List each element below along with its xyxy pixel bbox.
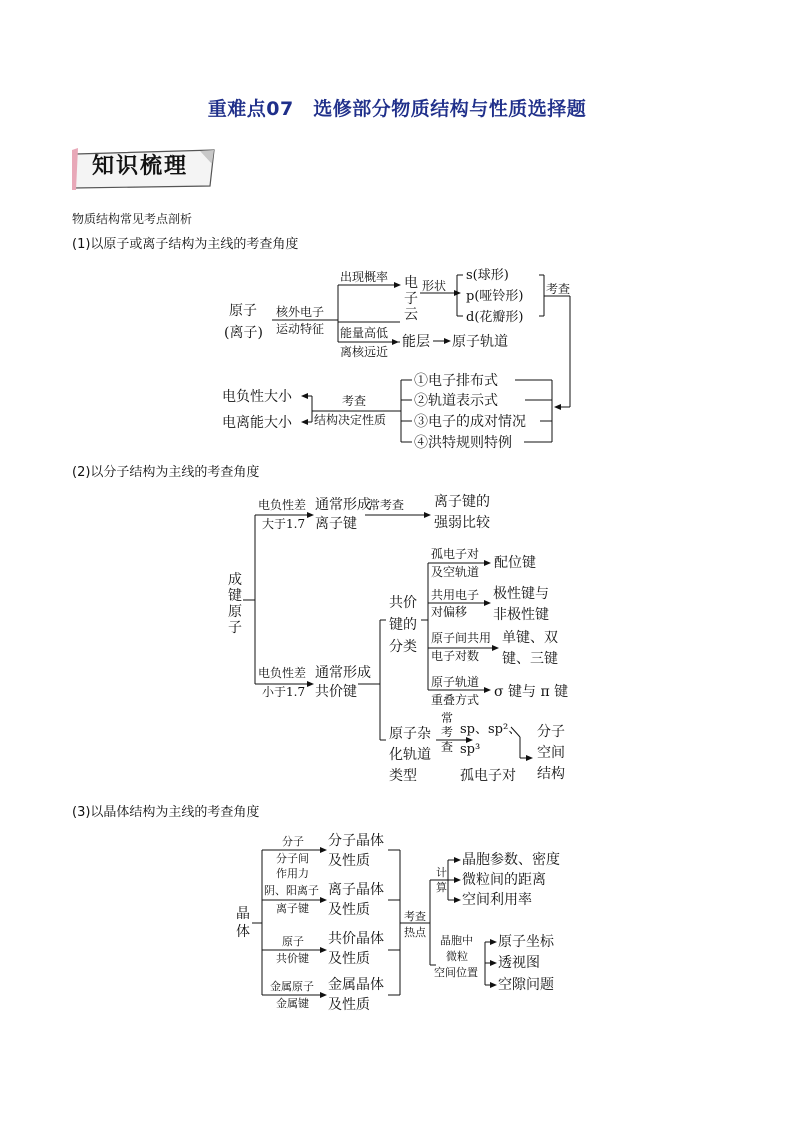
bond-char-2: 键 (228, 588, 242, 604)
section-1-heading: (1)以原子或离子结构为主线的考查角度 (72, 237, 299, 252)
often-v-3: 查 (441, 740, 454, 754)
structure-label: 结构决定性质 (314, 413, 387, 427)
ions-label: 阴、阳离子 (264, 884, 319, 897)
distance-label: 离核远近 (340, 345, 389, 359)
ionic-form-2: 离子键 (315, 516, 357, 532)
crystal-char-1: 晶 (236, 906, 250, 922)
item-3: ③电子的成对情况 (414, 414, 526, 430)
cell-pos-1: 晶胞中 (440, 934, 473, 947)
mol-struct-1: 分子 (537, 724, 565, 740)
shared-2: 对偏移 (431, 605, 468, 619)
polar-1: 极性键与 (493, 586, 549, 602)
hot-1: 考查 (404, 910, 426, 923)
molecular-crystal: 分子晶体 (328, 833, 384, 849)
hybrid-3: 类型 (389, 768, 417, 784)
intermol-1: 分子间 (276, 852, 309, 865)
en-diff-large: 电负性差 (258, 498, 307, 512)
space-usage: 空间利用率 (462, 892, 532, 908)
void-problem: 空隙问题 (498, 977, 554, 993)
greater-than: 大于1.7 (262, 517, 306, 531)
ion-label: (离子) (224, 325, 263, 341)
mol-struct-3: 结构 (537, 766, 565, 782)
calc-char-2: 算 (436, 881, 447, 894)
cov-class-2: 键的 (389, 617, 417, 633)
often-exam: 常考查 (368, 498, 405, 512)
ionic-strength-1: 离子键的 (434, 494, 490, 510)
less-than: 小于1.7 (262, 685, 306, 699)
orbital-label: 原子轨道 (452, 334, 508, 350)
shape-label: 形状 (422, 279, 447, 293)
multiplicity-1: 单键、双 (502, 630, 558, 646)
bond-char-3: 原 (228, 604, 242, 620)
intro-text: 物质结构常见考点剖析 (72, 212, 193, 226)
sp-hybrids: sp、sp²、 (460, 722, 522, 737)
cloud-char-1: 电 (404, 275, 418, 291)
often-v-1: 常 (441, 711, 454, 725)
crystal-char-2: 体 (236, 924, 250, 940)
often-v-2: 考 (441, 725, 454, 739)
multiplicity-2: 键、三键 (502, 651, 558, 667)
item-2: ②轨道表示式 (414, 393, 498, 409)
molecular-props: 及性质 (328, 853, 370, 869)
cov-form-1: 通常形成 (315, 665, 371, 681)
atom-label: 原子 (229, 303, 257, 319)
metallic-props: 及性质 (328, 997, 370, 1013)
section-2-heading: (2)以分子结构为主线的考查角度 (72, 465, 260, 480)
en-diff-small: 电负性差 (258, 666, 307, 680)
particle-distance: 微粒间的距离 (462, 872, 546, 888)
pairs-1: 原子间共用 (431, 631, 492, 645)
sigma-pi: σ 键与 π 键 (494, 684, 569, 700)
sp3-hybrid: sp³ (460, 742, 481, 757)
overlap-1: 原子轨道 (431, 675, 480, 689)
polar-2: 非极性键 (493, 607, 549, 623)
ionic-props: 及性质 (328, 902, 370, 918)
banner-title: 知识梳理 (92, 154, 189, 179)
s-orbital: s(球形) (466, 268, 509, 283)
intermol-2: 作用力 (276, 867, 309, 880)
hybrid-2: 化轨道 (389, 747, 431, 763)
cov-class-1: 共价 (389, 595, 417, 611)
core-electron-label: 核外电子 (276, 305, 325, 319)
exam-label-1: 考查 (546, 282, 571, 296)
lone-pair-2: 及空轨道 (431, 565, 480, 579)
cov-form-2: 共价键 (315, 684, 357, 700)
exam-label-2: 考查 (342, 394, 367, 408)
bond-char-1: 成 (228, 572, 242, 588)
cov-class-3: 分类 (389, 639, 417, 655)
section-3-heading: (3)以晶体结构为主线的考查角度 (72, 805, 260, 820)
cell-pos-3: 空间位置 (434, 966, 478, 979)
coordinate-bond: 配位键 (494, 555, 536, 571)
cell-pos-2: 微粒 (446, 950, 468, 963)
ionic-crystal: 离子晶体 (328, 882, 384, 898)
bond-char-4: 子 (228, 620, 242, 636)
ionic-bond-label: 离子键 (276, 902, 309, 915)
atom-label-3: 原子 (282, 935, 304, 948)
energy-label: 能量高低 (340, 326, 389, 340)
item-1: ①电子排布式 (414, 373, 498, 389)
covalent-props: 及性质 (328, 951, 370, 967)
electronegativity-label: 电负性大小 (222, 389, 292, 405)
lone-pair-label: 孤电子对 (460, 768, 516, 784)
atom-coordinates: 原子坐标 (498, 934, 554, 950)
metallic-crystal: 金属晶体 (328, 977, 384, 993)
overlap-2: 重叠方式 (431, 693, 480, 707)
ionic-strength-2: 强弱比较 (434, 515, 490, 531)
ionization-label: 电离能大小 (222, 415, 292, 431)
cloud-char-2: 子 (404, 291, 418, 307)
shared-1: 共用电子 (431, 588, 480, 602)
motion-label: 运动特征 (276, 322, 325, 336)
d-orbital: d(花瓣形) (466, 310, 524, 325)
calc-char-1: 计 (436, 866, 447, 879)
ionic-form-1: 通常形成 (315, 497, 371, 513)
covalent-crystal: 共价晶体 (328, 931, 384, 947)
perspective-view: 透视图 (498, 955, 540, 971)
pairs-2: 电子对数 (431, 649, 480, 663)
molecule-label: 分子 (282, 835, 304, 848)
metal-atom-label: 金属原子 (270, 980, 314, 993)
shell-label: 能层 (402, 334, 430, 350)
cell-param: 晶胞参数、密度 (462, 852, 560, 868)
hot-2: 热点 (404, 926, 426, 939)
mol-struct-2: 空间 (537, 745, 565, 761)
lone-pair-1: 孤电子对 (431, 547, 480, 561)
covalent-bond-label: 共价键 (276, 952, 309, 965)
cloud-char-3: 云 (404, 307, 418, 323)
probability-label: 出现概率 (340, 270, 389, 284)
item-4: ④洪特规则特例 (414, 435, 512, 451)
metallic-bond-label: 金属键 (276, 997, 309, 1010)
p-orbital: p(哑铃形) (466, 289, 524, 304)
page-title: 重难点07 选修部分物质结构与性质选择题 (207, 98, 587, 120)
hybrid-1: 原子杂 (389, 726, 431, 742)
